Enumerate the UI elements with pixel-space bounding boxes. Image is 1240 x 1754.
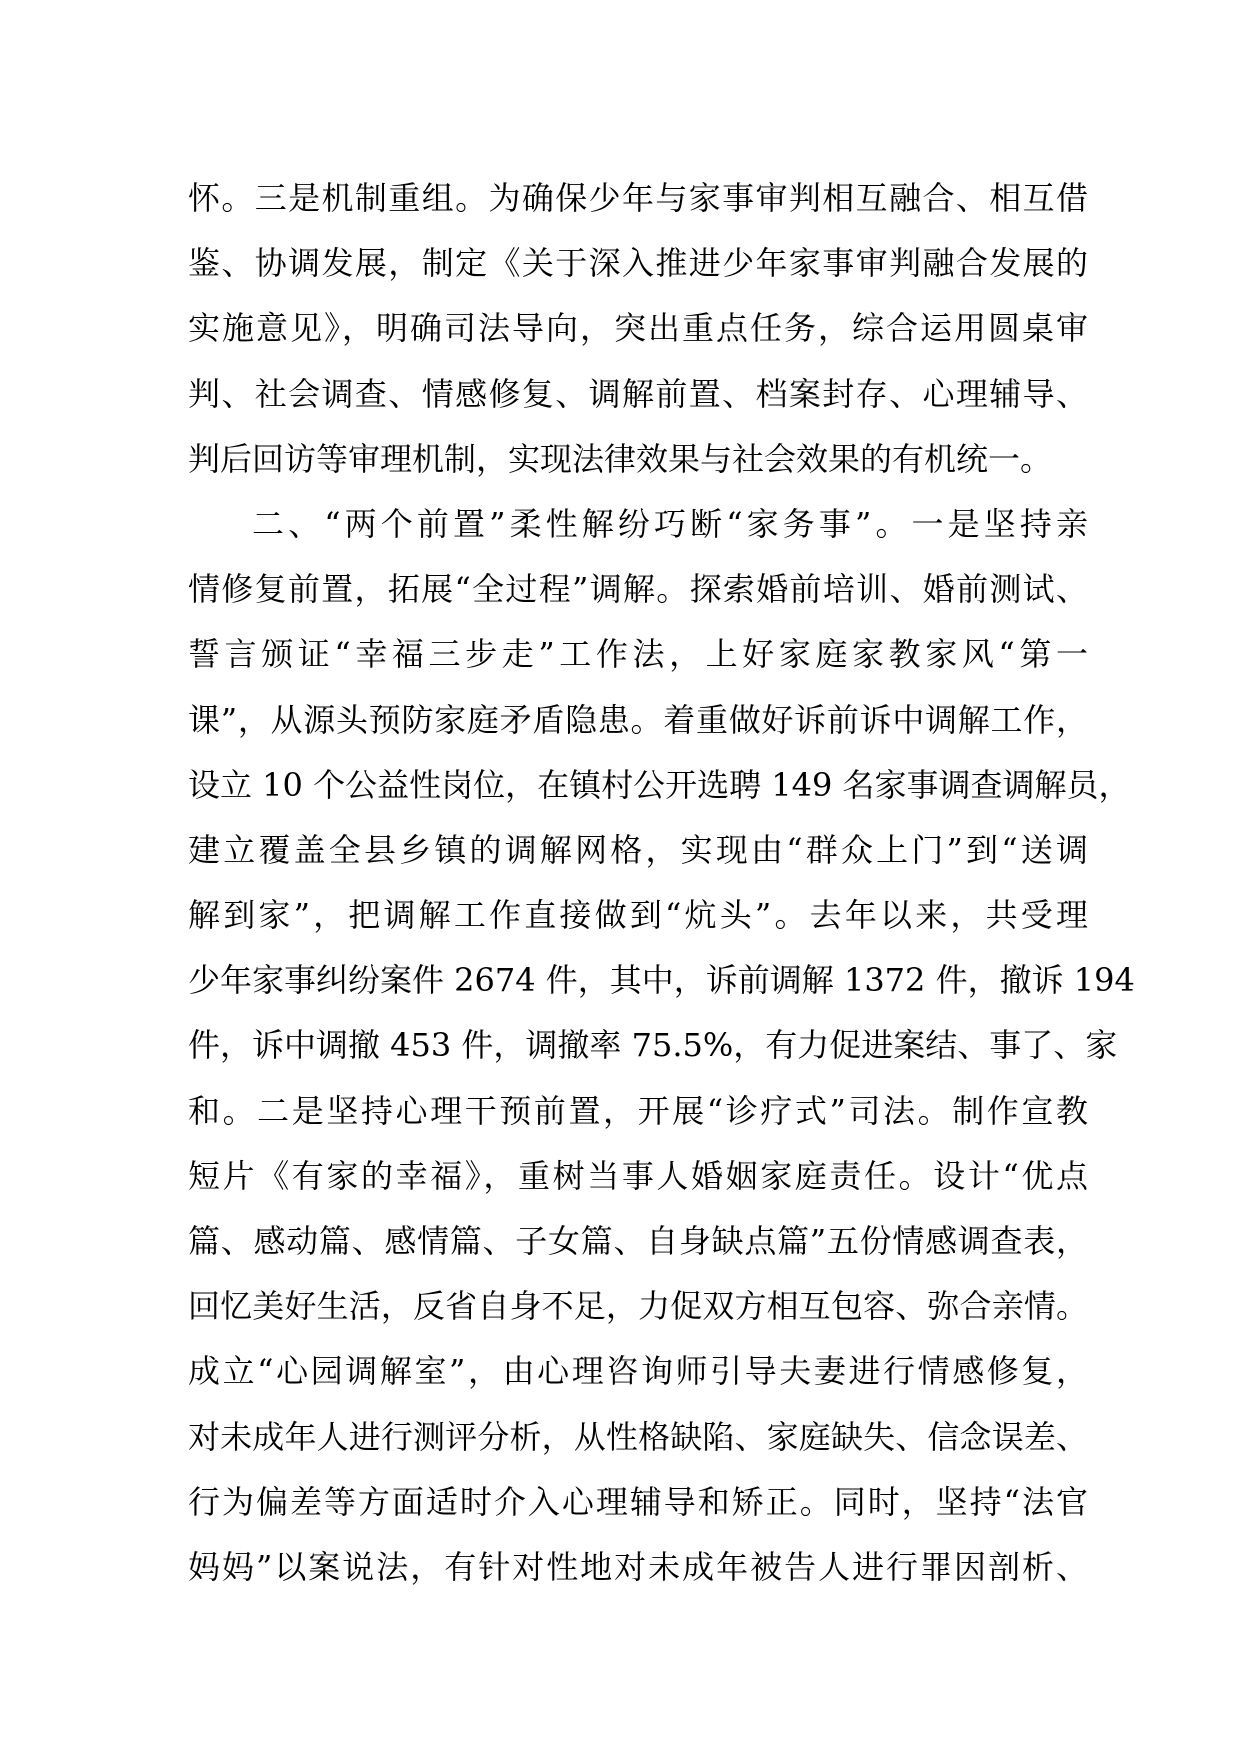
text-line: 成立“心园调解室”，由心理咨询师引导夫妻进行情感修复， <box>188 1352 1088 1391</box>
text-line: 建立覆盖全县乡镇的调解网格，实现由“群众上门”到“送调 <box>188 830 1088 869</box>
text-line: 回忆美好生活，反省自身不足，力促双方相互包容、弥合亲情。 <box>188 1287 1088 1326</box>
text-line: 少年家事纠纷案件 2674 件，其中，诉前调解 1372 件，撤诉 194 <box>188 961 1135 1000</box>
text-line: 判、社会调查、情感修复、调解前置、档案封存、心理辅导、 <box>188 374 1088 413</box>
text-line: 短片《有家的幸福》，重树当事人婚姻家庭责任。设计“优点 <box>188 1156 1088 1195</box>
text-line: 情修复前置，拓展“全过程”调解。探索婚前培训、婚前测试、 <box>188 570 1088 609</box>
text-line: 行为偏差等方面适时介入心理辅导和矫正。同时，坚持“法官 <box>188 1482 1088 1521</box>
section-heading-line: 二、“两个前置”柔性解纷巧断“家务事”。一是坚持亲 <box>252 504 1088 543</box>
text-line: 设立 10 个公益性岗位，在镇村公开选聘 149 名家事调查调解员， <box>188 765 1131 804</box>
text-line: 实施意见》，明确司法导向，突出重点任务，综合运用圆桌审 <box>188 309 1088 348</box>
text-line: 判后回访等审理机制，实现法律效果与社会效果的有机统一。 <box>188 439 1053 478</box>
text-line: 篇、感动篇、感情篇、子女篇、自身缺点篇”五份情感调查表， <box>188 1222 1088 1260</box>
text-line: 怀。三是机制重组。为确保少年与家事审判相互融合、相互借 <box>188 179 1088 217</box>
text-line: 件，诉中调撤 453 件，调撤率 75.5%，有力促进案结、事了、家 <box>188 1026 1118 1065</box>
text-line: 课”，从源头预防家庭矛盾隐患。着重做好诉前诉中调解工作， <box>188 700 1088 739</box>
body-text <box>188 166 1135 1600</box>
text-line: 对未成年人进行测评分析，从性格缺陷、家庭缺失、信念误差、 <box>188 1417 1088 1456</box>
text-line: 誓言颁证“幸福三步走”工作法，上好家庭家教家风“第一 <box>188 635 1088 674</box>
text-line: 鉴、协调发展，制定《关于深入推进少年家事审判融合发展的 <box>188 244 1088 283</box>
text-line: 解到家”，把调解工作直接做到“炕头”。去年以来，共受理 <box>188 896 1088 935</box>
text-line: 和。二是坚持心理干预前置，开展“诊疗式”司法。制作宣教 <box>188 1091 1088 1130</box>
text-line: 妈妈”以案说法，有针对性地对未成年被告人进行罪因剖析、 <box>188 1547 1088 1586</box>
